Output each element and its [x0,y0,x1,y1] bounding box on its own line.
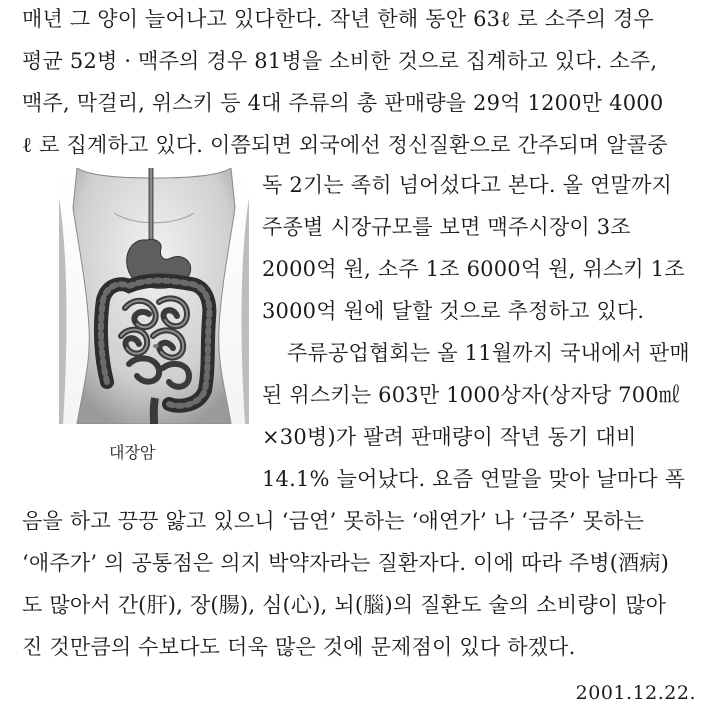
date-stamp: 2001.12.22. [575,682,696,704]
text-line: ℓ 로 집계하고 있다. 이쯤되면 외국에선 정신질환으로 간주되며 알콜중 [22,133,668,157]
intestine-figure [59,168,249,424]
text-line: 3000억 원에 달할 것으로 추정하고 있다. [262,299,645,323]
text-line: 독 2기는 족히 넘어섰다고 본다. 올 연말까지 [262,173,672,197]
figure-caption: 대장암 [109,443,156,462]
text-line: 주류공업협회는 올 11월까지 국내에서 판매 [287,341,690,365]
text-line: 도 많아서 간(肝), 장(腸), 심(心), 뇌(腦)의 질환도 술의 소비량이 많아 [22,593,667,617]
intestine-illustration [59,168,249,424]
text-line: 된 위스키는 603만 1000상자(상자당 700㎖ [262,383,681,407]
text-line: 평균 52병 · 맥주의 경우 81병을 소비한 것으로 집계하고 있다. 소주, [22,49,658,73]
text-line: 매년 그 양이 늘어나고 있다한다. 작년 한해 동안 63ℓ 로 소주의 경우 [22,7,655,31]
text-line: ×30병)가 팔려 판매량이 작년 동기 대비 [262,425,637,449]
text-line: 음을 하고 끙끙 앓고 있으니 ‘금연’ 못하는 ‘애연가’ 나 ‘금주’ 못하는 [22,509,645,533]
text-line: 14.1% 늘어났다. 요즘 연말을 맞아 날마다 폭 [262,467,686,491]
text-line: 2000억 원, 소주 1조 6000억 원, 위스키 1조 [262,257,685,281]
text-line: ‘애주가’ 의 공통점은 의지 박약자라는 질환자다. 이에 따라 주병(酒病) [22,551,669,575]
text-line: 맥주, 막걸리, 위스키 등 4대 주류의 총 판매량을 29억 1200만 4000 [22,91,664,115]
text-line: 진 것만큼의 수보다도 더욱 많은 것에 문제점이 있다 하겠다. [22,635,576,659]
text-line: 주종별 시장규모를 보면 맥주시장이 3조 [262,215,631,239]
